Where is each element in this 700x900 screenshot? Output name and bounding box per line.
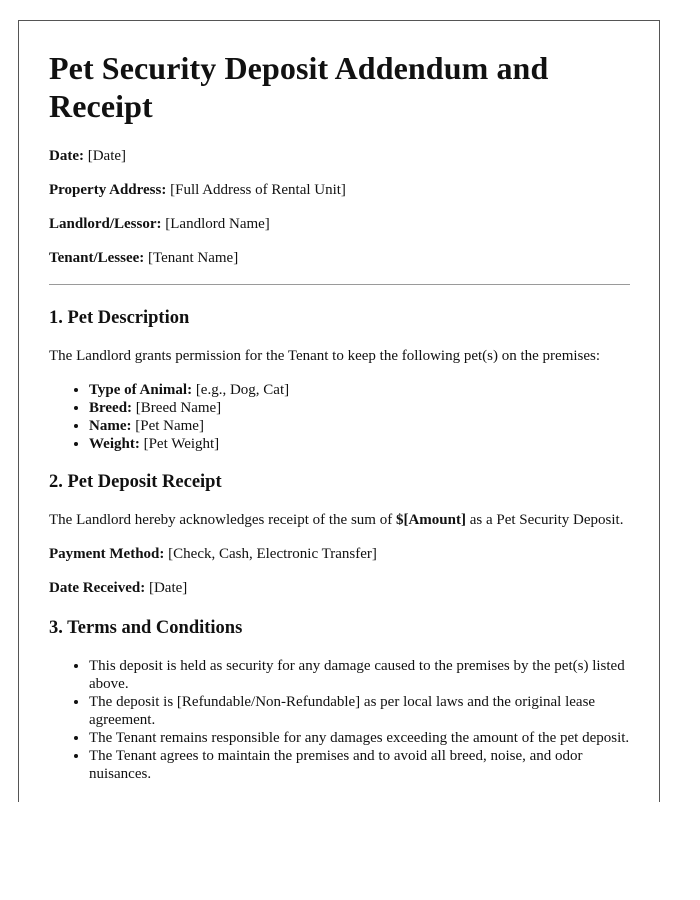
landlord-field — [49, 215, 630, 233]
receipt-amount: $[Amount] — [395, 512, 466, 528]
tenant-label: Tenant/Lessee: — [49, 250, 145, 266]
pet-description-list — [49, 381, 630, 453]
receipt-prefix: The Landlord hereby acknowledges receipt of the sum of — [49, 512, 396, 528]
date-received-field — [49, 579, 630, 597]
list-item: • This deposit is held as security for any damage caused to the premises by the pet(s) listed above. — [89, 657, 630, 693]
document-title: Pet Security Deposit Addendum and Receipt — [49, 50, 549, 124]
document-page — [18, 20, 660, 802]
list-item — [89, 381, 630, 399]
pet-weight-label: Weight: — [89, 436, 140, 452]
pet-breed-value: [Breed Name] — [132, 400, 222, 416]
tenant-field — [49, 249, 630, 267]
date-received-value: [Date] — [145, 580, 188, 596]
date-label: Date: — [49, 148, 84, 164]
pet-type-label: Type of Animal: — [89, 382, 193, 398]
list-item — [89, 435, 630, 453]
document-content — [19, 21, 659, 783]
terms-list — [49, 657, 630, 783]
property-address-value: [Full Address of Rental Unit] — [166, 182, 346, 198]
landlord-label: Landlord/Lessor: — [49, 216, 162, 232]
pet-weight-value: [Pet Weight] — [139, 436, 220, 452]
property-address-label: Property Address: — [49, 182, 167, 198]
date-received-label: Date Received: — [49, 580, 146, 596]
list-item: • The Tenant remains responsible for any damages exceeding the amount of the pet deposit. — [89, 729, 630, 747]
payment-method-label: Payment Method: — [49, 546, 165, 562]
property-address-field — [49, 181, 630, 199]
list-item: • The deposit is [Refundable/Non-Refundable] as per local laws and the original lease agreement. — [89, 693, 630, 729]
section-1-heading: 1. Pet Description — [49, 308, 190, 328]
pet-breed-label: Breed: — [89, 400, 133, 416]
receipt-suffix: as a Pet Security Deposit. — [465, 512, 624, 528]
payment-method-value: [Check, Cash, Electronic Transfer] — [164, 546, 377, 562]
tenant-value: [Tenant Name] — [144, 250, 239, 266]
pet-type-value: [e.g., Dog, Cat] — [192, 382, 290, 398]
date-field — [49, 147, 630, 165]
receipt-statement — [49, 511, 630, 529]
date-value: [Date] — [83, 148, 127, 164]
list-item — [89, 399, 630, 417]
section-2-heading: 2. Pet Deposit Receipt — [49, 472, 222, 492]
section-3-heading: 3. Terms and Conditions — [49, 618, 243, 638]
list-item: • The Tenant agrees to maintain the premises and to avoid all breed, noise, and odor nuisances. — [89, 747, 630, 783]
payment-method-field — [49, 545, 630, 563]
pet-name-value: [Pet Name] — [131, 418, 204, 434]
landlord-value: [Landlord Name] — [161, 216, 270, 232]
section-1-intro: The Landlord grants permission for the Tenant to keep the following pet(s) on the premises: — [49, 348, 601, 364]
list-item — [89, 417, 630, 435]
pet-name-label: Name: — [89, 418, 132, 434]
section-divider — [49, 284, 630, 285]
